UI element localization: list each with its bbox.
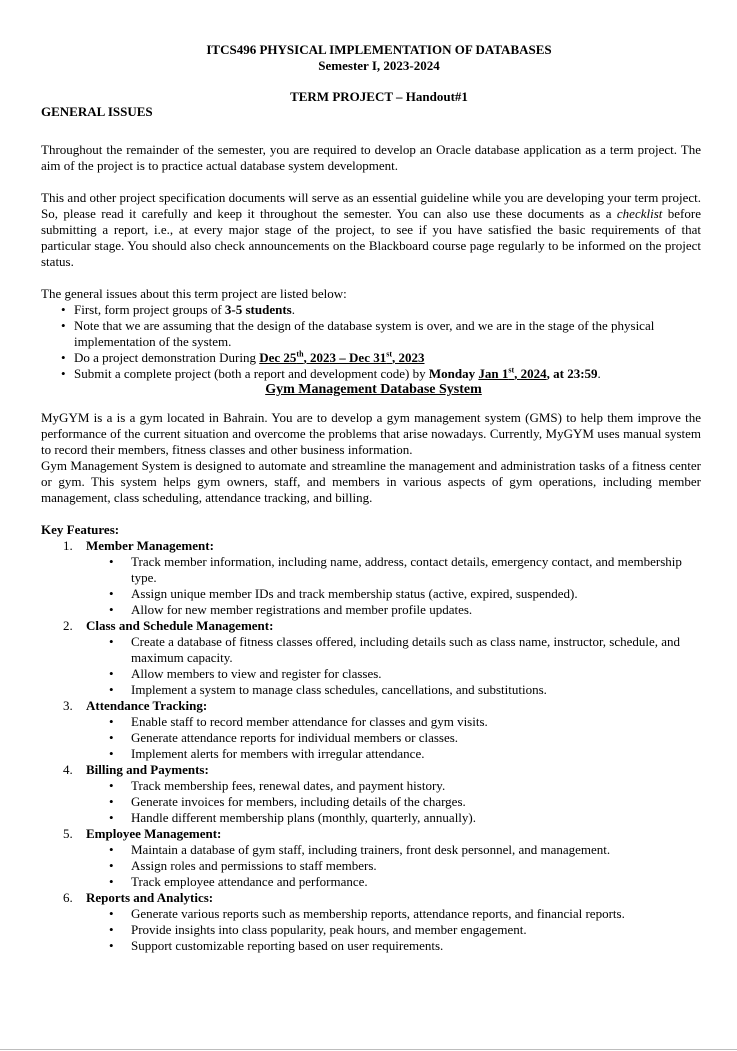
feature-point: • Generate various reports such as membership reports, attendance reports, and financial reports. xyxy=(86,906,701,922)
list-item: • Submit a complete project (both a report and development code) by Monday Jan 1st, 2024, at 23:59. xyxy=(41,366,701,382)
page-bottom-rule xyxy=(0,1049,737,1050)
general-paragraph-1: Throughout the remainder of the semester, you are required to develop an Oracle database application as a term project. The aim of the project is to practice actual database system development. xyxy=(41,142,701,173)
feature-point: • Implement alerts for members with irregular attendance. xyxy=(86,746,701,762)
feature-point: • Generate invoices for members, including details of the charges. xyxy=(86,794,701,810)
general-issues-list xyxy=(41,302,701,382)
feature-points xyxy=(86,906,701,954)
feature-point: • Track membership fees, renewal dates, and payment history. xyxy=(86,778,701,794)
feature-points xyxy=(86,554,701,618)
gms-title: Gym Management Database System xyxy=(265,382,482,397)
feature-point: • Implement a system to manage class schedules, cancellations, and substitutions. xyxy=(86,682,701,698)
feature-points xyxy=(86,842,701,890)
feature-item xyxy=(41,698,701,762)
feature-point: • Track employee attendance and performance. xyxy=(86,874,701,890)
list-item: • Do a project demonstration During Dec 25th, 2023 – Dec 31st, 2023 xyxy=(41,350,701,366)
feature-point: • Assign roles and permissions to staff members. xyxy=(86,858,701,874)
feature-point: • Allow for new member registrations and member profile updates. xyxy=(86,602,701,618)
feature-points xyxy=(86,714,701,762)
general-issues-intro: The general issues about this term project are listed below: xyxy=(41,286,347,301)
document-page xyxy=(41,42,701,954)
feature-point: • Provide insights into class popularity, peak hours, and member engagement. xyxy=(86,922,701,938)
general-paragraph-2: This and other project specification documents will serve as an essential guideline while you are developing your term project. So, please read it carefully and keep it throughout the semester. You can also use these documents as a checklist before submitting a report, i.e., at every major stage of the project, to see if you have satisfied the basic requirements of that particular stage. You should also check announcements on the Blackboard course page regularly to be informed on the project status. xyxy=(41,190,701,269)
feature-point: • Assign unique member IDs and track membership status (active, expired, suspended). xyxy=(86,586,701,602)
feature-name: Reports and Analytics: xyxy=(86,890,214,905)
key-features-heading: Key Features: xyxy=(41,522,120,537)
feature-number: 4. xyxy=(63,762,73,777)
feature-point: • Track member information, including name, address, contact details, emergency contact, and membership type. xyxy=(86,554,701,586)
feature-name: Class and Schedule Management: xyxy=(86,618,274,633)
feature-number: 6. xyxy=(63,890,73,905)
feature-name: Attendance Tracking: xyxy=(86,698,208,713)
list-item: • First, form project groups of 3-5 students. xyxy=(41,302,701,318)
general-issues-heading: GENERAL ISSUES xyxy=(41,104,153,119)
feature-point: • Support customizable reporting based on user requirements. xyxy=(86,938,701,954)
feature-point: • Generate attendance reports for individual members or classes. xyxy=(86,730,701,746)
feature-number: 3. xyxy=(63,698,73,713)
feature-name: Billing and Payments: xyxy=(86,762,209,777)
feature-point: • Maintain a database of gym staff, including trainers, front desk personnel, and management. xyxy=(86,842,701,858)
feature-name: Employee Management: xyxy=(86,826,222,841)
feature-item xyxy=(41,826,701,890)
feature-item xyxy=(41,538,701,618)
feature-item xyxy=(41,890,701,954)
feature-point: • Enable staff to record member attendance for classes and gym visits. xyxy=(86,714,701,730)
handout-title: TERM PROJECT – Handout#1 xyxy=(290,89,468,104)
feature-number: 2. xyxy=(63,618,73,633)
feature-points xyxy=(86,634,701,698)
feature-point: • Create a database of fitness classes offered, including details such as class name, instructor, schedule, and maximum capacity. xyxy=(86,634,701,666)
feature-points xyxy=(86,778,701,826)
semester-line: Semester I, 2023-2024 xyxy=(318,58,440,73)
feature-point: • Handle different membership plans (monthly, quarterly, annually). xyxy=(86,810,701,826)
gms-paragraph-1: MyGYM is a is a gym located in Bahrain. You are to develop a gym management system (GMS) to help them improve the performance of the current situation and overcome the problems that arise nowadays. Currently, MyGYM uses manual system to record their members, fitness classes and other business information. xyxy=(41,410,701,457)
feature-number: 1. xyxy=(63,538,73,553)
gms-paragraph-2: Gym Management System is designed to automate and streamline the management and administration tasks of a fitness center or gym. This system helps gym owners, staff, and members in various aspects of gym operations, including member management, class scheduling, attendance tracking, and billing. xyxy=(41,458,701,505)
list-item: • Note that we are assuming that the design of the database system is over, and we are in the stage of the physical implementation of the system. xyxy=(41,318,701,350)
key-features-list xyxy=(41,538,701,954)
feature-number: 5. xyxy=(63,826,73,841)
feature-item xyxy=(41,618,701,698)
course-title: ITCS496 PHYSICAL IMPLEMENTATION OF DATABASES xyxy=(206,42,552,57)
feature-item xyxy=(41,762,701,826)
feature-point: • Allow members to view and register for classes. xyxy=(86,666,701,682)
feature-name: Member Management: xyxy=(86,538,214,553)
